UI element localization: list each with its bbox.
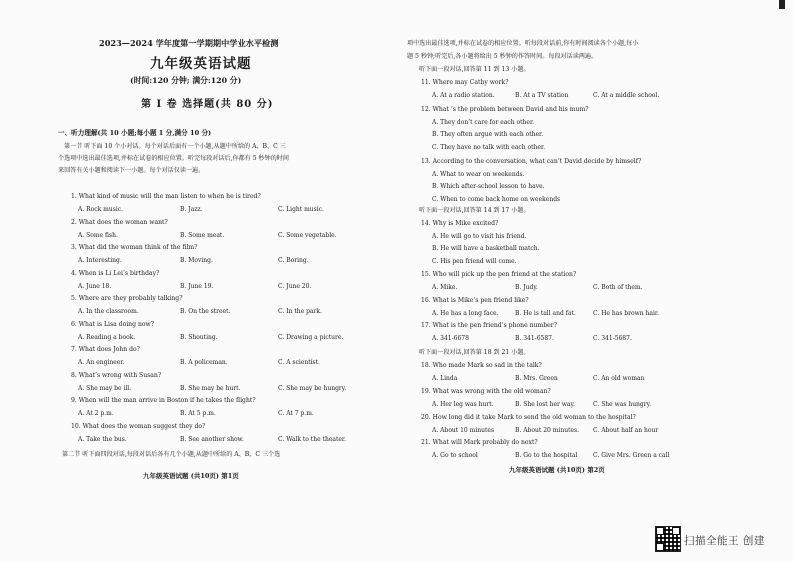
- dialogue-2-intro: 听下面一段对话,回答第 14 到 17 小题。: [419, 207, 530, 214]
- option-b: B. Go to the hospital: [515, 451, 578, 459]
- option-b: B. She may be hurt.: [180, 384, 241, 392]
- option-c: C. Both of them.: [593, 283, 643, 291]
- option-b: B. She lost her way.: [515, 400, 575, 408]
- option-b: B. Some meat.: [180, 231, 225, 239]
- question-8: 8. What’s wrong with Susan?: [71, 371, 162, 379]
- option-a: A. Take the bus.: [78, 435, 127, 443]
- option-a: A. Her leg was hurt.: [432, 400, 494, 408]
- option-c: C. About half an hour: [593, 426, 659, 434]
- option-b: B. Judy.: [515, 283, 538, 291]
- option-a: A. June 18.: [78, 282, 112, 290]
- option-b: B. 341-6587.: [515, 334, 554, 342]
- option-b: B. Jazz.: [180, 206, 203, 213]
- option-a: A. He will go to visit his friend.: [432, 232, 527, 240]
- question-16: 16. What is Mike’s pen friend like?: [421, 297, 529, 304]
- option-a: A. Interesting.: [78, 257, 122, 264]
- option-c: C. Drawing a picture.: [278, 333, 344, 341]
- question-15: 15. Who will pick up the pen friend at the station?: [421, 271, 577, 278]
- question-5: 5. Where are they probably talking?: [71, 295, 183, 302]
- option-b: B. At a TV station: [515, 91, 569, 99]
- question-1: 1. What kind of music will the man listen to when he is tired?: [71, 193, 261, 200]
- option-c: C. They have no talk with each other.: [432, 143, 546, 151]
- section1-heading: 一、听力理解(共 10 小题;每小题 1 分,满分 10 分): [58, 129, 212, 137]
- question-18: 18. Who made Mark so sad in the talk?: [421, 362, 542, 369]
- instructions-line-3: 来回答有关小题和阅读下一小题。每个对话仅读一遍。: [58, 167, 205, 174]
- question-2: 2. What does the woman want?: [71, 218, 168, 226]
- option-a: A. 341-6678: [432, 334, 469, 342]
- exam-header: 2023—2024 学年度第一学期期中学业水平检测: [99, 38, 279, 48]
- option-b: B. At 5 p.m.: [180, 410, 216, 417]
- question-4: 4. When is Li Lei’s birthday?: [71, 269, 160, 277]
- question-17: 17. What is the pen friend’s phone number?: [421, 322, 557, 329]
- page-footer-1: 九年级英语试题 (共10页) 第1页: [143, 472, 239, 480]
- option-c: C. At a middle school.: [593, 91, 660, 99]
- question-20: 20. How long did it take Mark to send the old woman to the hospital?: [421, 414, 636, 421]
- option-b: B. On the street.: [180, 308, 231, 315]
- option-b: B. They often argue with each other.: [432, 131, 544, 138]
- option-c: C. A scientist.: [278, 359, 320, 366]
- option-a: A. Linda: [432, 374, 458, 382]
- option-c: C. He has brown hair.: [593, 309, 660, 317]
- question-13: 13. According to the conversation, what can’t David decide by himself?: [421, 158, 642, 165]
- option-c: C. His pen friend will come.: [432, 257, 517, 265]
- option-a: A. Mike.: [432, 283, 458, 291]
- option-a: A. At 2 p.m.: [78, 410, 114, 417]
- option-b: B. June 19.: [180, 282, 214, 290]
- question-19: 19. What was wrong with the old woman?: [421, 388, 551, 395]
- option-c: C. Some vegetable.: [278, 231, 337, 239]
- part1-heading: 第 I 卷 选择题(共 80 分): [141, 99, 274, 110]
- dialogue-3-intro: 听下面一段对话,回答第 18 到 21 小题。: [419, 349, 530, 356]
- option-a: A. In the classroom.: [78, 308, 139, 315]
- option-b: B. Mrs. Green: [515, 374, 558, 382]
- question-14: 14. Why is Mike excited?: [421, 220, 499, 227]
- option-c: C. Boring.: [278, 257, 309, 264]
- question-11: 11. Where may Cathy work?: [421, 79, 509, 86]
- time-info: (时间:120 分钟; 满分:120 分): [130, 76, 242, 85]
- option-a: A. Reading a book.: [78, 333, 136, 341]
- option-b: B. See another show.: [180, 435, 244, 443]
- qr-code-icon: [655, 526, 681, 552]
- qr-finder-icon: [656, 543, 664, 551]
- option-b: B. He is tall and fat.: [515, 309, 576, 317]
- option-a: A. About 10 minutes: [432, 426, 495, 434]
- question-9: 9. When will the man arrive in Boston if he takes the flight?: [71, 397, 256, 404]
- option-b: B. Moving.: [180, 257, 213, 264]
- scan-mark-icon: [779, 0, 785, 9]
- option-b: B. About 20 minutes.: [515, 426, 580, 434]
- option-c: C. When to come back home on weekends: [432, 195, 561, 203]
- instructions-line-2: 个选项中选出最佳选项,并标在试卷的相应位置。听完每段对话后,你都有 5 秒钟的时间: [58, 155, 289, 162]
- option-a: A. An engineer.: [78, 359, 125, 366]
- option-c: C. An old woman: [593, 374, 645, 382]
- option-c: C. At 7 p.m.: [278, 410, 314, 417]
- question-10: 10. What does the woman suggest they do?: [71, 422, 206, 430]
- instructions-line-1: 第一节 听下面 10 个小对话。每个对话后面有一个小题,从题中所给的 A、B、C 三: [64, 143, 286, 150]
- option-c: C. She may be hungry.: [278, 384, 347, 392]
- option-a: A. She may be ill.: [78, 384, 132, 392]
- section2-cont-1: 项中选出最佳选项,并标在试卷的相应位置。听每段对话前,你有时间阅读各个小题,每小: [407, 40, 639, 47]
- question-21: 21. What will Mark probably do next?: [421, 439, 538, 446]
- option-c: C. She was hungry.: [593, 400, 652, 408]
- option-a: A. Go to school: [432, 451, 478, 459]
- question-3: 3. What did the woman think of the film?: [71, 244, 198, 251]
- option-c: C. Give Mrs. Green a call: [593, 451, 670, 459]
- option-a: A. Rock music.: [78, 206, 123, 213]
- option-c: C. Light music.: [278, 206, 324, 213]
- qr-finder-icon: [672, 527, 680, 535]
- option-a: A. Some fish.: [78, 231, 118, 239]
- option-b: B. He will have a basketball match.: [432, 245, 540, 252]
- question-12: 12. What ’s the problem between David and his mum?: [421, 106, 589, 113]
- section2-intro: 第二节 听下面四段对话,每段对话后各有几个小题,从题中所给的 A、B、C 三个选: [62, 451, 281, 458]
- question-7: 7. What does John do?: [71, 346, 140, 353]
- option-a: A. He has a long face.: [432, 309, 499, 317]
- option-b: B. Shouting.: [180, 333, 218, 341]
- exam-title: 九年级英语试题: [150, 56, 252, 72]
- option-a: A. What to wear on weekends.: [432, 170, 525, 178]
- option-a: A. At a radio station.: [432, 91, 495, 99]
- page-footer-2: 九年级英语试题 (共10页) 第2页: [509, 466, 605, 474]
- option-c: C. In the park.: [278, 308, 322, 315]
- question-6: 6. What is Lisa doing now?: [71, 320, 155, 328]
- option-a: A. They don’t care for each other.: [432, 118, 535, 126]
- watermark-text: 扫描全能王 创建: [684, 535, 765, 547]
- option-b: B. A policeman.: [180, 359, 228, 366]
- option-b: B. Which after-school lesson to have.: [432, 183, 545, 190]
- dialogue-1-intro: 听下面一段对话,回答第 11 到 13 小题。: [419, 66, 530, 73]
- option-c: C. Walk to the theater.: [278, 435, 347, 443]
- section2-cont-2: 题 5 秒钟;听完后,各小题将给出 5 秒钟的作答时间。每段对话读两遍。: [407, 53, 598, 60]
- qr-finder-icon: [656, 527, 664, 535]
- option-c: C. 341-5687.: [593, 334, 632, 342]
- option-c: C. June 20.: [278, 282, 312, 290]
